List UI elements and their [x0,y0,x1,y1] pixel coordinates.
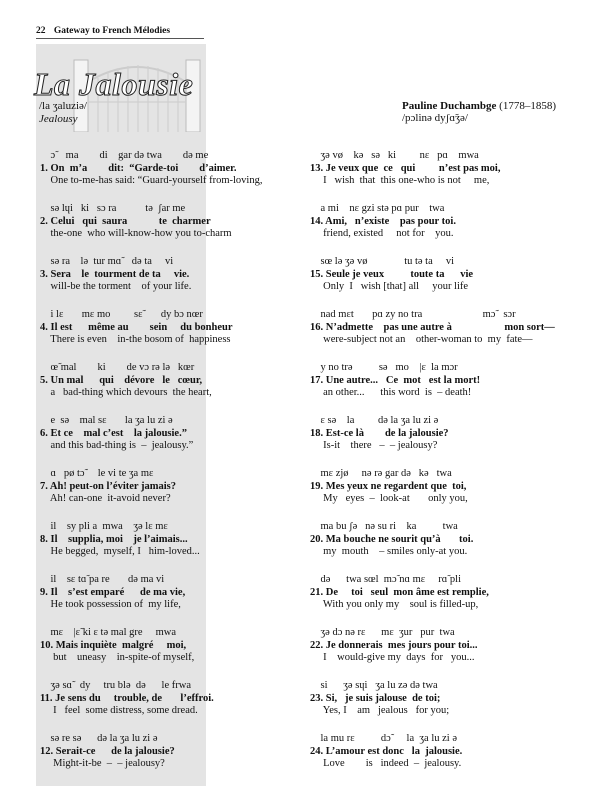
french-line: 18. Est-ce là de la jalousie? [310,427,449,439]
french-line: 10. Mais inquiète malgré moi, [40,639,187,651]
french-line: 2. Celui qui saura te charmer [40,215,211,227]
ipa-line: ʒə vø kə sə ki nɛ pɑ mwa [310,150,479,161]
stanza-24 [310,733,462,771]
ipa-line: œ̃ mal ki de vɔ rə lə kœr [40,362,195,373]
french-line: 9. Il s’est emparé de ma vie, [40,586,186,598]
ipa-line: il sɛ tɑ̃ pa re də ma vi [40,574,165,585]
english-translation-line: friend, existed not for you. [310,228,454,239]
stanza-5 [40,362,212,400]
ipa-line: ɔ̃ ma di gar də twa də me [40,150,209,161]
english-translation-line: an other... this word is – death! [310,387,472,398]
french-line: 17. Une autre... Ce mot est la mort! [310,374,481,386]
french-line: 6. Et ce mal c’est la jalousie.” [40,427,187,439]
stanza-13 [310,150,500,188]
english-translation-line: Is-it there – – jealousy? [310,440,438,451]
song-title-ipa: /la ʒaluziə/ [39,100,87,112]
french-line: 8. Il supplia, moi je l’aimais... [40,533,188,545]
ipa-line: nad mɛt pɑ zy no tra mɔ̃ sɔr [310,309,516,320]
stanza-23 [310,680,449,718]
composer-name: Pauline Duchambge [401,100,497,112]
ipa-line: a mi nɛ gzi stə pɑ pur twa [310,203,445,214]
french-line: 23. Si, je suis jalouse de toi; [310,692,441,704]
english-translation-line: My eyes – look-at only you, [310,493,468,504]
ipa-line: mɛ zjø nə rə gar də kə twa [310,468,452,479]
ipa-line: də twa sœl mɔ̃ nɑ mɛ rɑ̃ pli [310,574,461,585]
french-line: 7. Ah! peut-on l’éviter jamais? [40,480,177,492]
english-translation-line: I feel some distress, some dread. [40,705,198,716]
stanza-10 [40,627,194,665]
french-line: 3. Sera le tourment de ta vie. [40,268,190,280]
english-translation-line: Ah! can-one it-avoid never? [40,493,171,504]
ipa-line: la mu rɛ dɔ̃ la ʒa lu zi ə [310,733,457,744]
stanza-16 [310,309,555,347]
ipa-line: ma bu ʃə nə su ri ka twa [310,521,458,532]
english-translation-line: There is even in-the bosom of happiness [40,334,231,345]
french-line: 21. De toi seul mon âme est remplie, [310,586,489,598]
ipa-line: sœ lə ʒə vø tu tə ta vi [310,256,455,267]
stanza-19 [310,468,468,506]
ipa-line: e sə mal sɛ la ʒa lu zi ə [40,415,173,426]
french-line: 13. Je veux que ce qui n’est pas moi, [310,162,501,174]
stanza-22 [310,627,478,665]
ipa-line: y no trə sə mo |ɛ la mɔr [310,362,458,373]
stanza-7 [40,468,176,506]
english-translation-line: He begged, myself, I him-loved... [40,546,200,557]
ipa-line: ʒə sɑ̃ dy tru blə də le frwa [40,680,191,691]
stanza-3 [40,256,191,294]
header-rule [36,38,204,39]
english-translation-line: With you only my soul is filled-up, [310,599,479,610]
stanza-20 [310,521,473,559]
stanza-18 [310,415,449,453]
english-translation-line: my mouth – smiles only-at you. [310,546,468,557]
ipa-line: sə re sə də la ʒa lu zi ə [40,733,158,744]
french-line: 4. Il est même au sein du bonheur [40,321,233,333]
ipa-line: ʒə dɔ nə rɛ mɛ ʒur pur twa [310,627,455,638]
french-line: 19. Mes yeux ne regardent que toi, [310,480,467,492]
french-line: 5. Un mal qui dévore le cœur, [40,374,203,386]
page-number: 22 [36,26,46,36]
song-title-translation: Jealousy [39,113,78,125]
song-title: La Jalousie [34,66,194,102]
english-translation-line: He took possession of my life, [40,599,181,610]
english-translation-line: One to-me-has said: “Guard-yourself from-loving, [40,175,263,186]
ipa-line: mɛ |ɛ̃ ki ɛ tə mal gre mwa [40,627,177,638]
ipa-line: ɛ sə la də la ʒa lu zi ə [310,415,439,426]
english-translation-line: and this bad-thing is – jealousy.” [40,440,194,451]
ipa-line: sə ra lə tur mɑ̃ də ta vi [40,256,174,267]
french-line: 20. Ma bouche ne sourit qu’à toi. [310,533,474,545]
composer-block [402,100,556,124]
stanza-21 [310,574,489,612]
french-line: 11. Je sens du trouble, de l’effroi. [40,692,214,704]
french-line: 15. Seule je veux toute ta vie [310,268,474,280]
english-translation-line: Only I wish [that] all your life [310,281,469,292]
composer-dates: (1778–1858) [499,100,556,112]
stanza-9 [40,574,185,612]
stanza-17 [310,362,480,400]
stanza-2 [40,203,232,241]
stanza-4 [40,309,233,347]
english-translation-line: will-be the torment of your life. [40,281,192,292]
stanza-11 [40,680,214,718]
stanza-12 [40,733,175,771]
english-translation-line: Might-it-be – – jealousy? [40,758,165,769]
english-translation-line: but uneasy in-spite-of myself, [40,652,195,663]
french-line: 12. Serait-ce de la jalousie? [40,745,175,757]
french-line: 24. L’amour est donc la jalousie. [310,745,463,757]
english-translation-line: were-subject not an other-woman to my fate— [310,334,533,345]
english-translation-line: a bad-thing which devours the heart, [40,387,212,398]
english-translation-line: the-one who will-know-how you to-charm [40,228,232,239]
ipa-line: sə lɥi ki sɔ ra tə ʃar me [40,203,186,214]
ipa-line: si ʒə sɥi ʒa lu zə də twa [310,680,438,691]
stanza-15 [310,256,473,294]
stanza-1 [40,150,262,188]
stanza-14 [310,203,456,241]
composer-ipa: /pɔlinə dyʃɑ̃ʒə/ [401,112,468,124]
stanza-6 [40,415,193,453]
english-translation-line: Love is indeed – jealousy. [310,758,462,769]
english-translation-line: I wish that this one-who is not me, [310,175,490,186]
ipa-line: il sy pli a mwa ʒə lɛ mɛ [40,521,168,532]
english-translation-line: I would-give my days for you... [310,652,475,663]
french-line: 22. Je donnerais mes jours pour toi... [310,639,478,651]
ipa-line: i lɛ mɛ mo sɛ̃ dy bɔ nœr [40,309,203,320]
stanza-8 [40,521,200,559]
running-header [36,26,170,36]
book-title: Gateway to French Mélodies [53,26,171,36]
french-line: 14. Ami, n’existe pas pour toi. [310,215,456,227]
french-line: 1. On m’a dit: “Garde-toi d’aimer. [40,162,237,174]
french-line: 16. N’admette pas une autre à mon sort— [310,321,555,333]
ipa-line: ɑ pø tɔ̃ le vi te ʒa mɛ [40,468,154,479]
english-translation-line: Yes, I am jealous for you; [310,705,450,716]
